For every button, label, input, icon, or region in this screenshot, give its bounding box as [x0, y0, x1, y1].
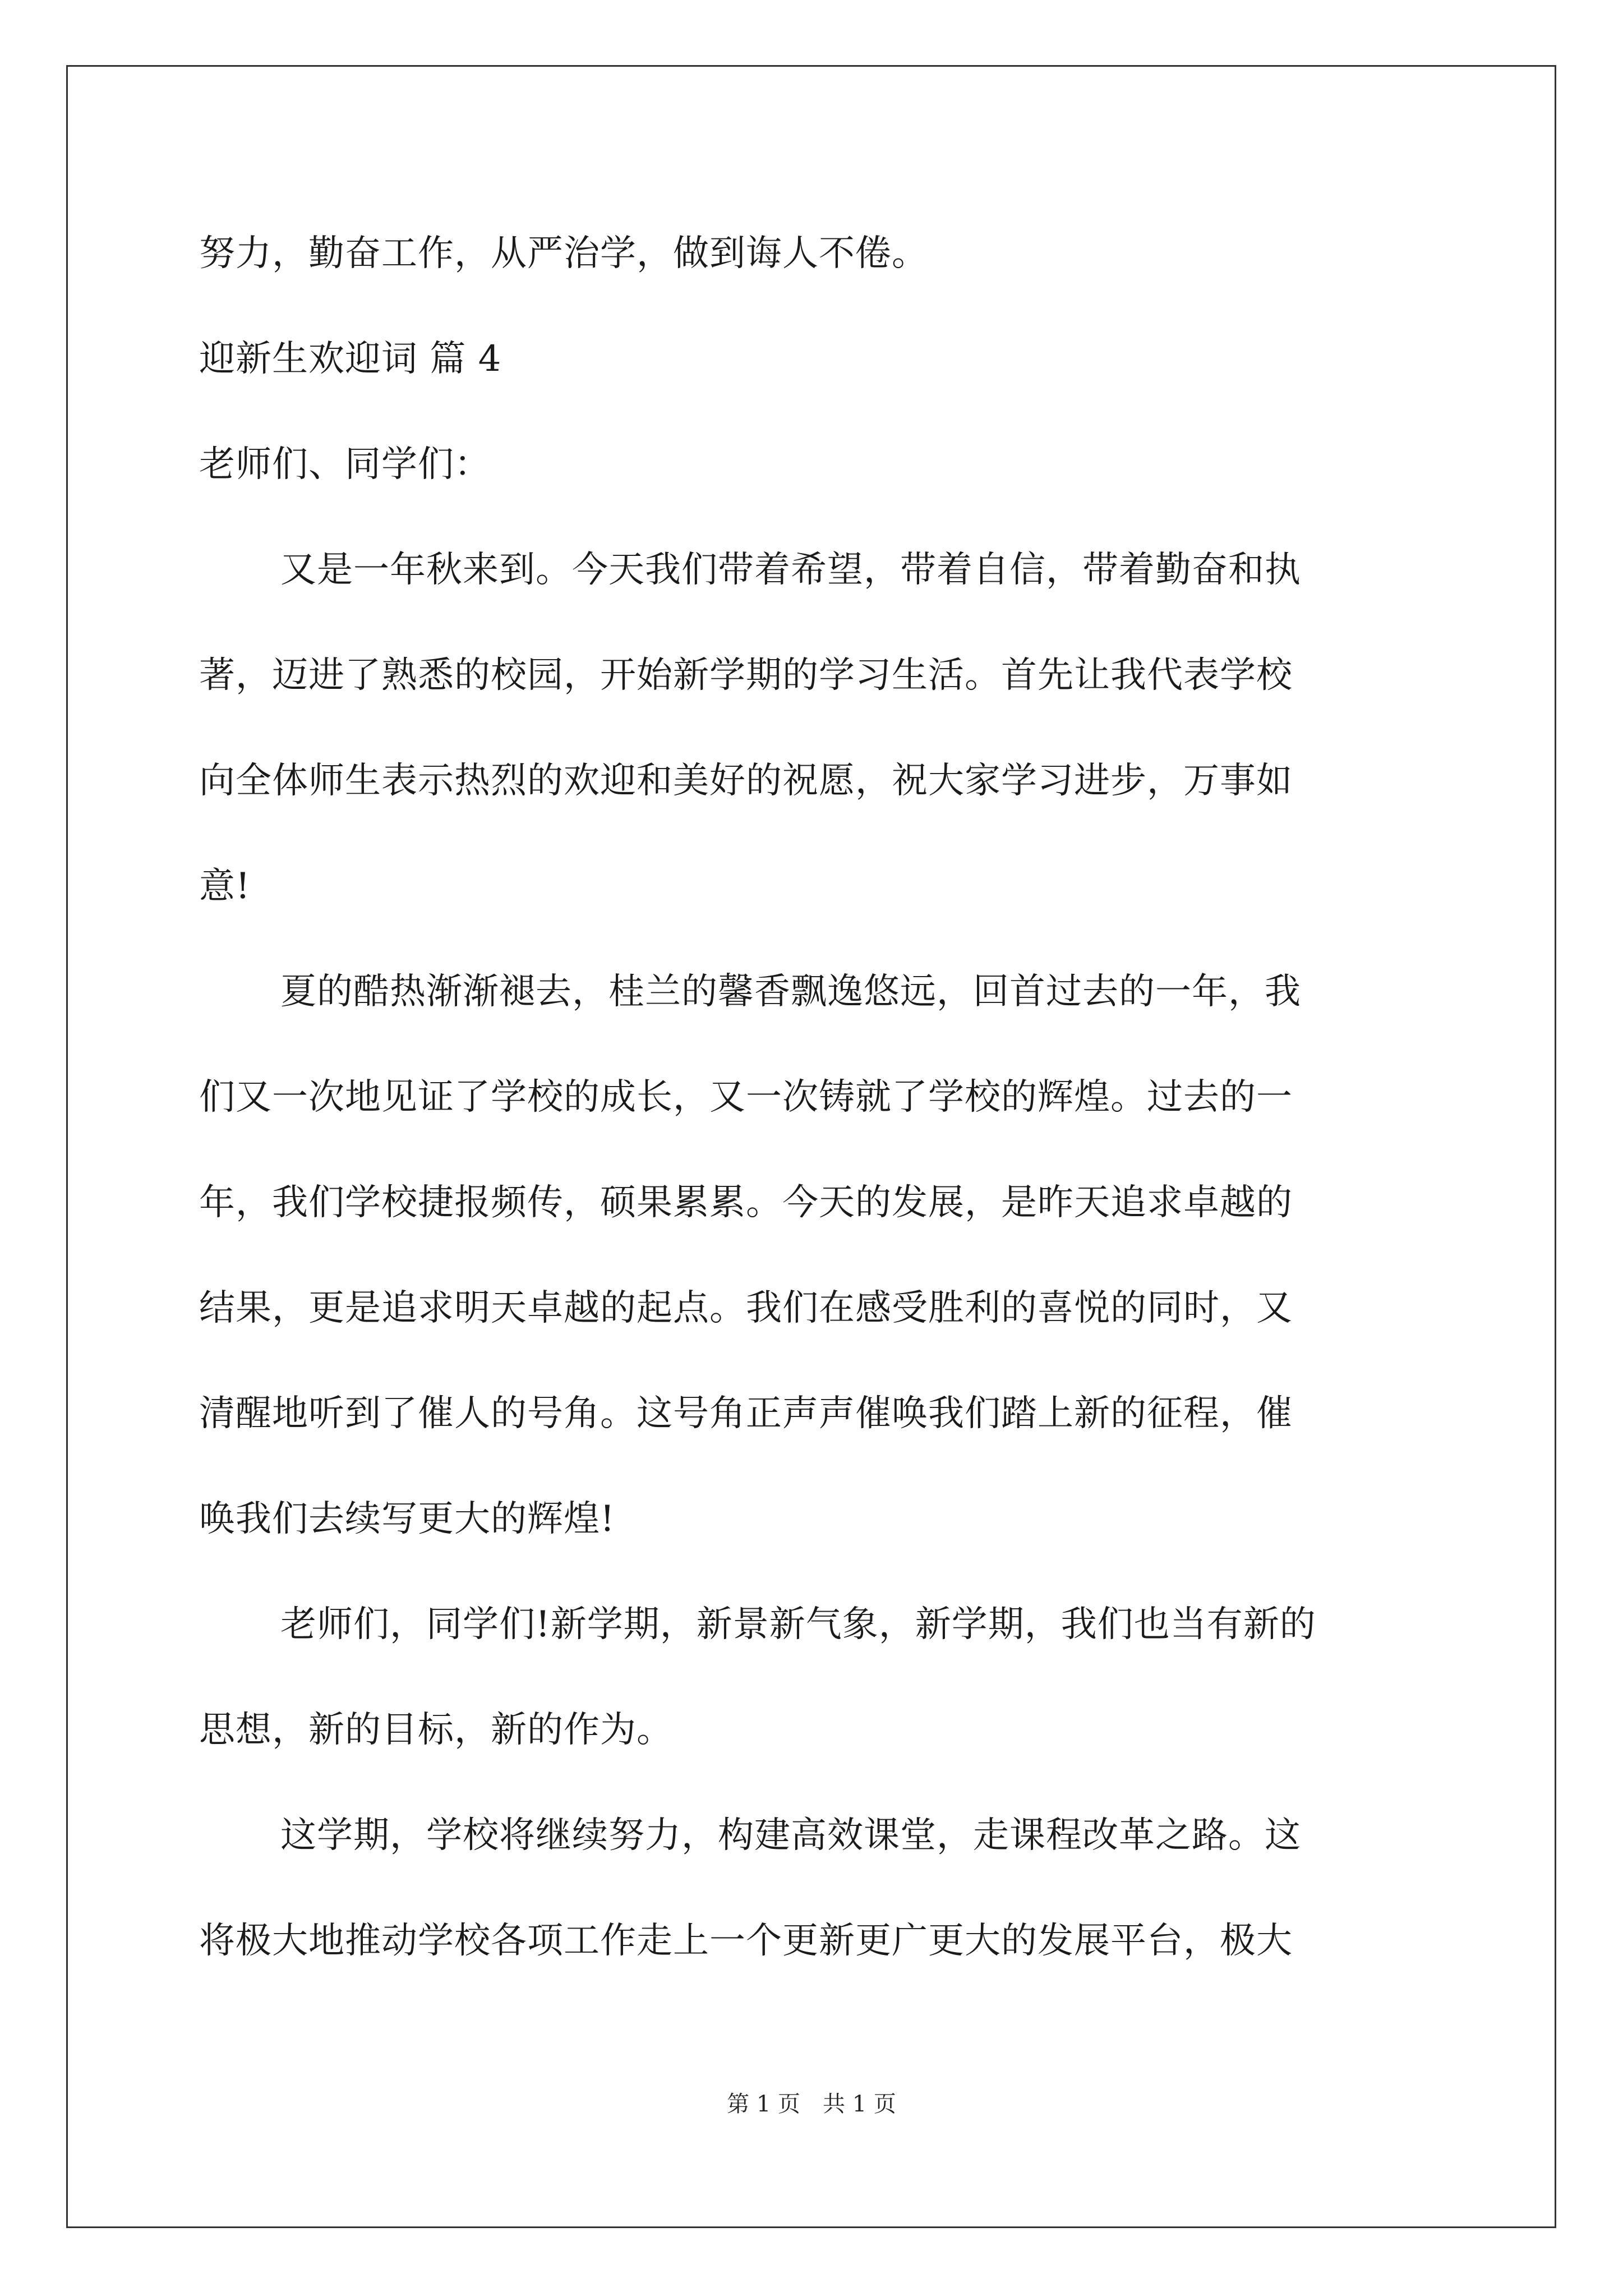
text-line: 们又一次地见证了学校的成长，又一次铸就了学校的辉煌。过去的一 [199, 1076, 1293, 1118]
text-line: 老师们，同学们!新学期，新景新气象，新学期，我们也当有新的 [280, 1604, 1316, 1645]
text-line: 向全体师生表示热烈的欢迎和美好的祝愿，祝大家学习进步，万事如 [199, 760, 1293, 802]
text-line: 将极大地推动学校各项工作走上一个更新更广更大的发展平台，极大 [199, 1920, 1293, 1962]
page-border [66, 65, 1556, 2228]
text-line: 又是一年秋来到。今天我们带着希望，带着自信，带着勤奋和执 [280, 549, 1301, 591]
salutation: 老师们、同学们： [199, 444, 491, 485]
text-line: 努力，勤奋工作，从严治学，做到诲人不倦。 [199, 233, 928, 274]
section-heading: 迎新生欢迎词 篇 4 [199, 338, 502, 380]
text-line: 清醒地听到了催人的号角。这号角正声声催唤我们踏上新的征程，催 [199, 1393, 1293, 1434]
text-line: 意! [199, 866, 251, 907]
text-line: 唤我们去续写更大的辉煌! [199, 1498, 615, 1540]
text-line: 这学期，学校将继续努力，构建高效课堂，走课程改革之路。这 [280, 1815, 1301, 1856]
text-line: 夏的酷热渐渐褪去，桂兰的馨香飘逸悠远，回首过去的一年，我 [280, 971, 1301, 1013]
text-line: 思想，新的目标，新的作为。 [199, 1709, 673, 1751]
text-line: 著，迈进了熟悉的校园，开始新学期的学习生活。首先让我代表学校 [199, 655, 1293, 696]
text-line: 结果，更是追求明天卓越的起点。我们在感受胜利的喜悦的同时，又 [199, 1287, 1293, 1329]
text-line: 年，我们学校捷报频传，硕果累累。今天的发展，是昨天追求卓越的 [199, 1182, 1293, 1223]
page-footer: 第 1 页 共 1 页 [727, 2091, 896, 2117]
